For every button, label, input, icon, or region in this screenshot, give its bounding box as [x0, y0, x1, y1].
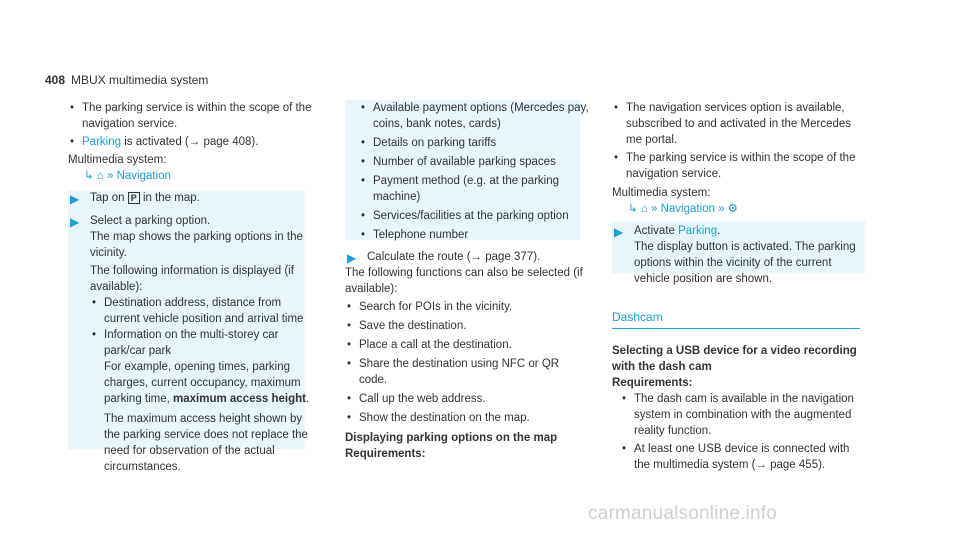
section-heading: Displaying parking options on the map — [345, 432, 558, 444]
watermark: carmanualsonline.info — [588, 503, 778, 524]
bullet-item: • The parking service is within the scope of the navigation service. — [68, 100, 313, 132]
parking-link[interactable]: Parking — [82, 136, 121, 148]
sub-bullet-item: • Destination address, distance from current vehicle position and arrival time — [90, 295, 313, 327]
bullet-item: • Show the destination on the map. — [345, 410, 590, 426]
bullet-item: • Place a call at the destination. — [345, 337, 590, 353]
multimedia-label: Multimedia system: — [612, 187, 711, 199]
bullet-item: • At least one USB device is connected with the multimedia system (→ page 455). — [620, 441, 867, 473]
column-3 — [612, 100, 867, 473]
step-arrow-icon: ▶ — [614, 225, 624, 239]
parking-link[interactable]: Parking — [678, 225, 718, 237]
bullet-item: • The navigation services option is available, subscribed to and activated in the Mercedes me portal. — [612, 100, 867, 148]
page-number: 408 — [45, 73, 66, 87]
column-1 — [68, 100, 313, 475]
step-item: ▶ Tap on P in the map. — [70, 192, 200, 206]
bullet-item: • The dash cam is available in the navigation system in combination with the augmented reality function. — [620, 391, 867, 439]
parking-p-icon: P — [128, 192, 140, 204]
step-arrow-icon: ▶ — [347, 251, 357, 265]
following-text: The following functions can also be selected (if available): — [345, 267, 583, 295]
bullet-item: • The parking service is within the scope of the navigation service. — [612, 150, 867, 182]
step-arrow-icon: ▶ — [70, 192, 80, 206]
page-header — [45, 72, 208, 88]
step-arrow-icon: ▶ — [70, 215, 80, 229]
requirements-label: Requirements: — [612, 377, 693, 389]
sub-bullet-item: • Information on the multi-storey car park/car park — [90, 327, 313, 359]
sub-bullet-item: • Available payment options (Mercedes pay, coins, bank notes, cards) — [345, 100, 590, 132]
multimedia-label: Multimedia system: — [68, 154, 167, 166]
bullet-item: • Search for POIs in the vicinity. — [345, 299, 590, 315]
bullet-item: • Parking is activated (→ page 408). — [68, 134, 313, 150]
sub-bullet-continuation: For example, opening times, parking charges, current occupancy, maximum parking time, maximum access height. — [104, 361, 310, 405]
step-item: ▶ Activate Parking. The display button is activated. The parking options within the vicinity of the current vehicle position are shown. — [614, 225, 856, 285]
sub-bullet-item: • Services/facilities at the parking option — [345, 208, 590, 224]
column-2 — [345, 100, 590, 462]
bullet-item: • Save the destination. — [345, 318, 590, 334]
nav-path: ↳ ⌂ » Navigation » ⚙ — [628, 203, 738, 215]
nav-path: ↳ ⌂ » Navigation — [84, 170, 171, 182]
bullet-item: • Call up the web address. — [345, 391, 590, 407]
sub-bullet-item: • Payment method (e.g. at the parking machine) — [345, 173, 590, 205]
header-title: MBUX multimedia system — [71, 73, 209, 87]
bullet-item: • Share the destination using NFC or QR code. — [345, 356, 590, 388]
dashcam-section-title: Dashcam — [612, 309, 860, 329]
sub-bullet-item: • Number of available parking spaces — [345, 154, 590, 170]
step-item: ▶ Calculate the route (→ page 377). — [347, 251, 541, 265]
requirements-label: Requirements: — [345, 448, 426, 460]
step-item: ▶ Select a parking option. The map shows the parking options in the vicinity. The following information is displayed (if available): • Destination address, distance from current vehicle position and arrival time • Information on the multi-storey car park/car park For example, opening times, parking charges, current occupancy, maximum parking time, maximum access height. The maximum access height shown by the parking service does not replace the need for observation of the actual circumstances. — [68, 213, 313, 475]
sub-bullet-item: • Details on parking tariffs — [345, 135, 590, 151]
sub-bullet-item: • Telephone number — [345, 227, 590, 243]
sub-bullet-note: The maximum access height shown by the parking service does not replace the need for observation of the actual circumstances. — [104, 413, 308, 473]
sub-heading: Selecting a USB device for a video recording with the dash cam — [612, 345, 857, 373]
